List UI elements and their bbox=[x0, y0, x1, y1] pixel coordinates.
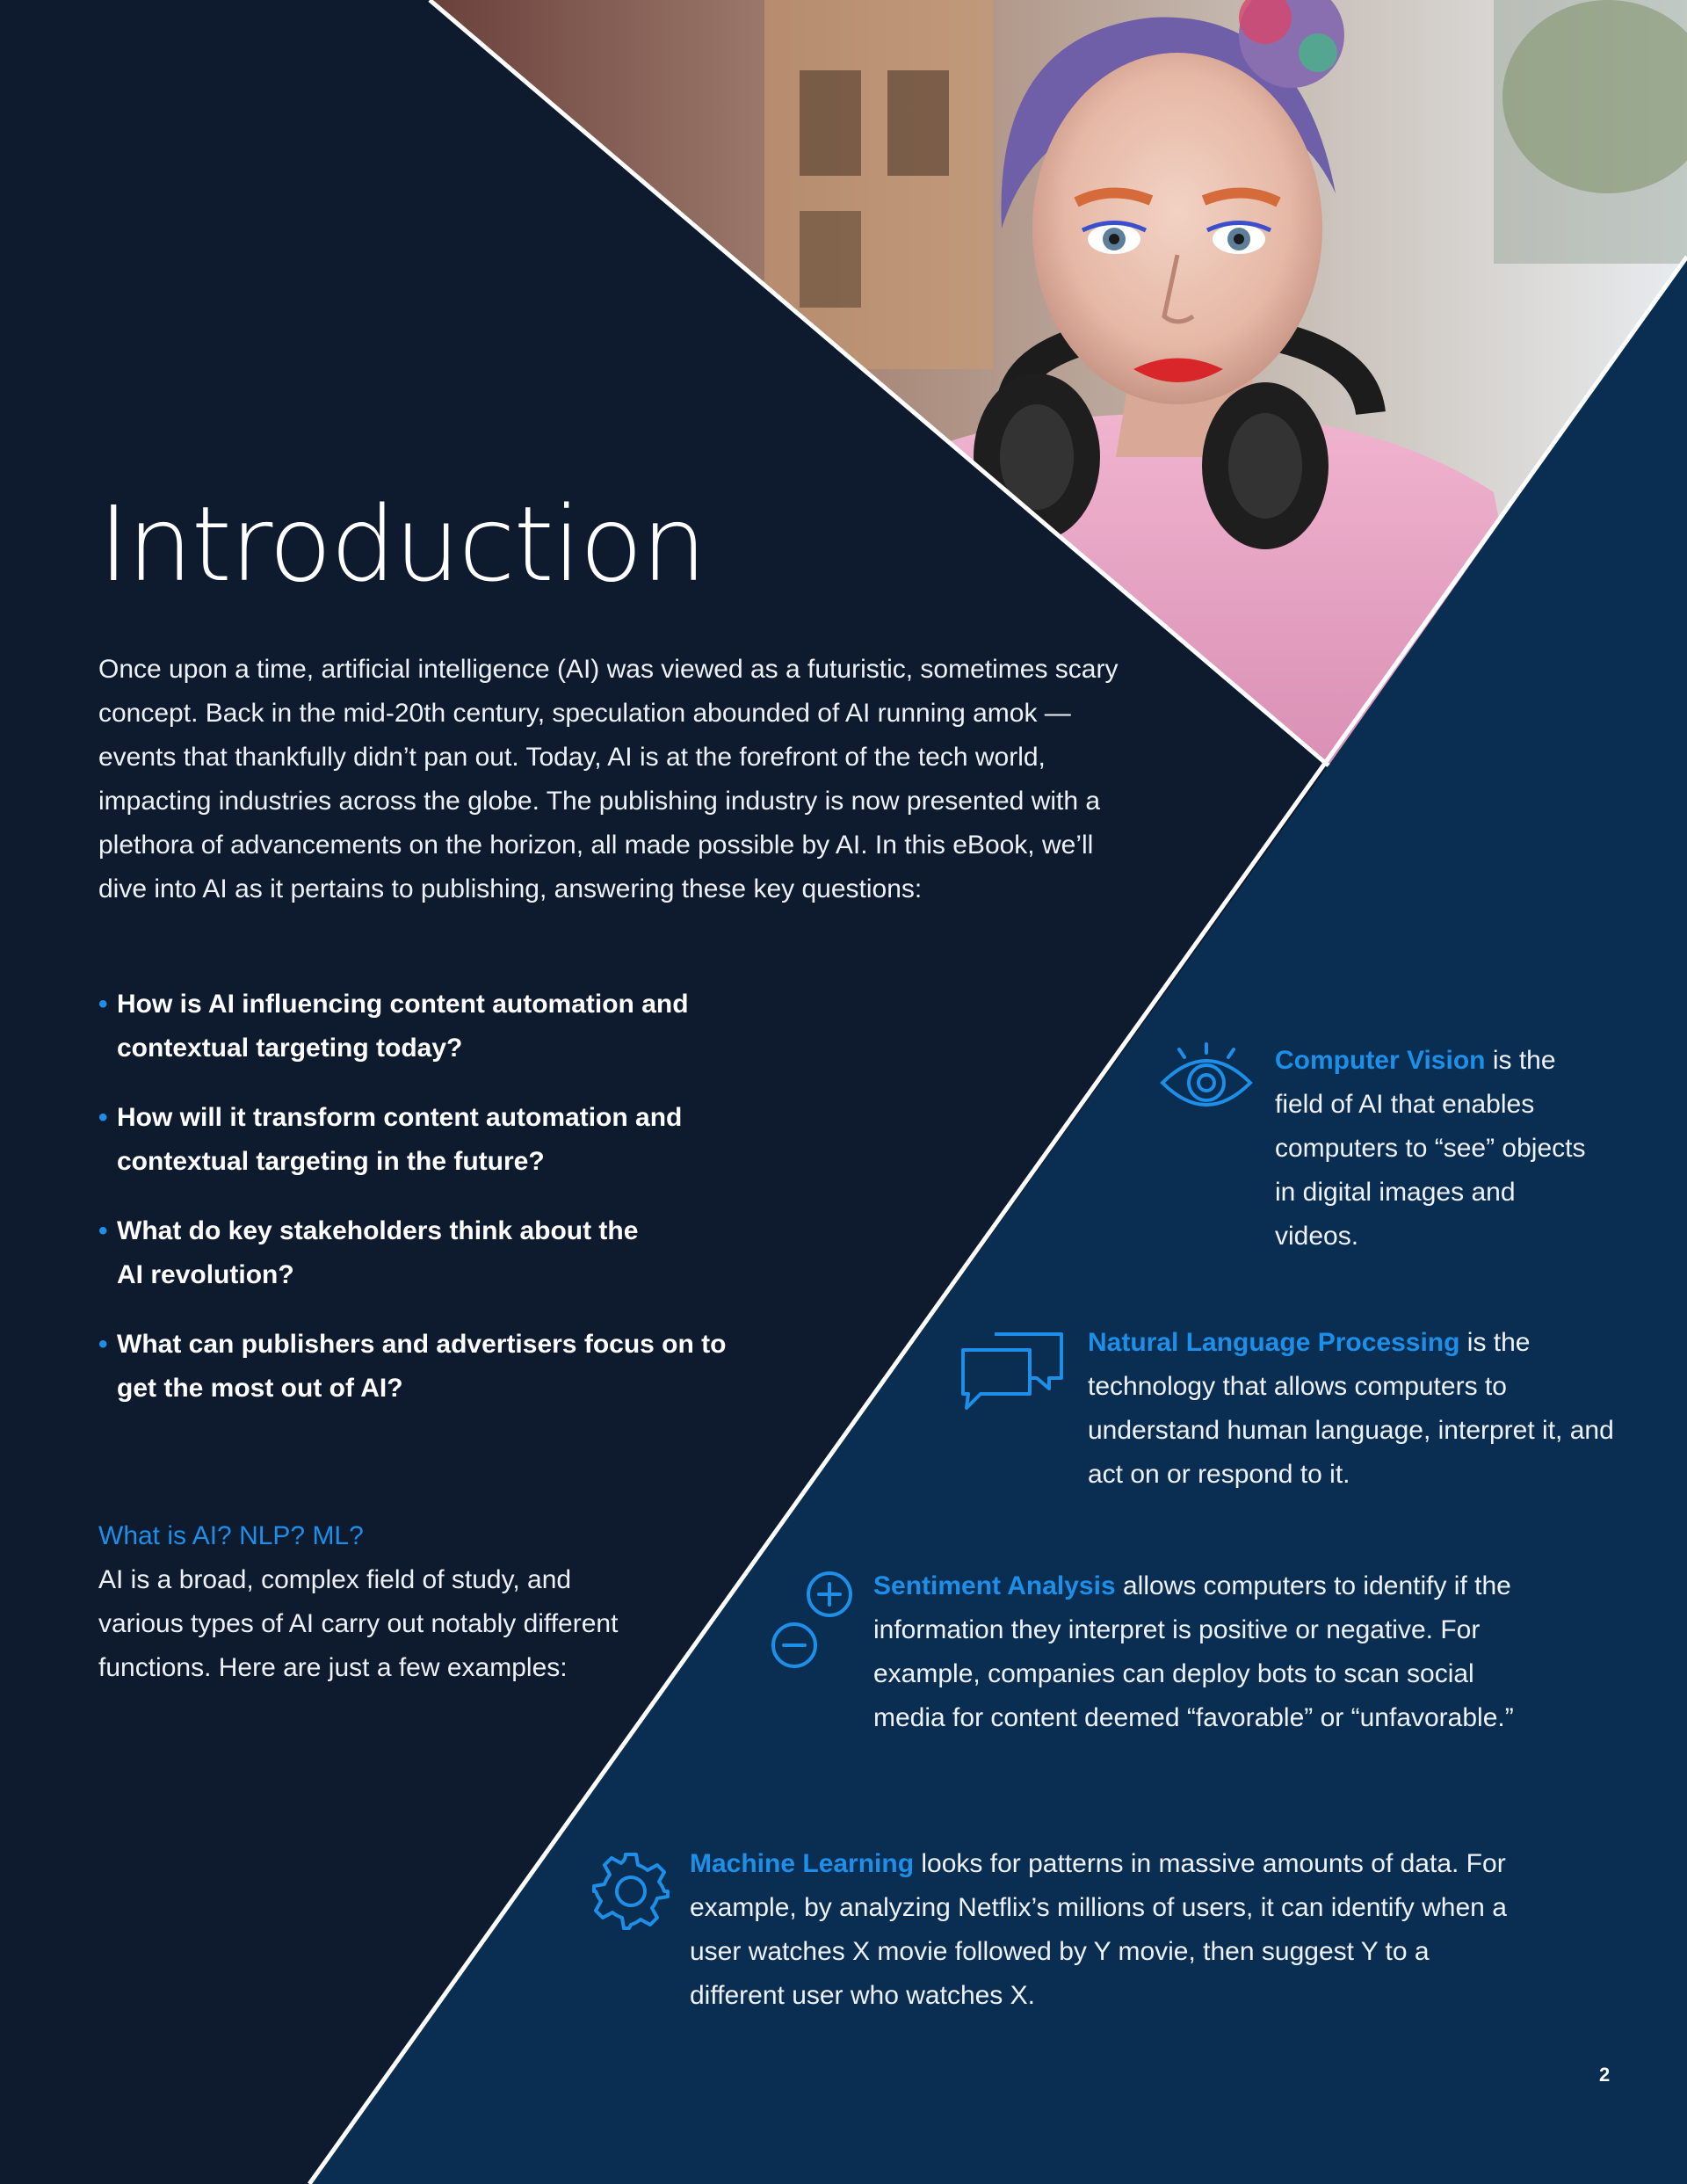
list-item: • How will it transform content automation and contextual targeting in the future? bbox=[98, 1096, 732, 1184]
page-title: Introduction bbox=[98, 483, 706, 605]
term-keyword: Natural Language Processing bbox=[1088, 1328, 1460, 1357]
term-keyword: Machine Learning bbox=[690, 1849, 915, 1878]
term-definition: allows computers to identify if the information they interpret is positive or negative. For example, companies can deploy bots to scan social media for content deemed “favorable” or “unfavorable.” bbox=[873, 1571, 1514, 1732]
term-definition: is the technology that allows computers to understand human language, interpret it, and act on or respond to it. bbox=[1088, 1328, 1614, 1489]
gear-icon bbox=[590, 1851, 671, 1932]
page-number: 2 bbox=[1599, 2064, 1611, 2086]
eye-icon bbox=[1158, 1041, 1255, 1113]
bullet-icon: • bbox=[98, 1216, 108, 1245]
list-item: • How is AI influencing content automation and contextual targeting today? bbox=[98, 983, 793, 1070]
section-heading: What is AI? NLP? ML? bbox=[98, 1521, 364, 1550]
bullet-icon: • bbox=[98, 1330, 108, 1359]
term-computer-vision bbox=[1275, 1039, 1600, 1259]
intro-paragraph: Once upon a time, artificial intelligence (AI) was viewed as a futuristic, sometimes scary concept. Back in the mid-20th century, speculation abounded of AI running amok — events that thankfully didn’t pan out. Today, AI is at the forefront of the tech world, impacting industries across the globe. The publishing industry is now presented with a plethora of advancements on the horizon, all made possible by AI. In this eBook, we’ll dive into AI as it pertains to publishing, answering these key questions: bbox=[98, 655, 1119, 903]
term-keyword: Sentiment Analysis bbox=[873, 1571, 1116, 1600]
key-questions-list bbox=[98, 983, 793, 1436]
term-machine-learning bbox=[690, 1842, 1524, 2018]
term-definition: looks for patterns in massive amounts of data. For example, by analyzing Netflix’s millions of users, it can identify when a user watches X movie followed by Y movie, then suggest Y to a different user who watches X. bbox=[690, 1849, 1507, 2010]
bullet-icon: • bbox=[98, 990, 108, 1019]
plus-minus-icon bbox=[768, 1570, 856, 1672]
chat-bubbles-icon bbox=[959, 1331, 1065, 1415]
section-paragraph: AI is a broad, complex field of study, and various types of AI carry out notably different functions. Here are just a few examples: bbox=[98, 1565, 619, 1682]
term-definition: is the field of AI that enables computers to “see” objects in digital images and videos. bbox=[1275, 1046, 1586, 1251]
list-item: • What can publishers and advertisers focus on to get the most out of AI? bbox=[98, 1323, 749, 1411]
list-item: • What do key stakeholders think about the AI revolution? bbox=[98, 1209, 644, 1297]
bullet-icon: • bbox=[98, 1103, 108, 1132]
term-nlp bbox=[1088, 1321, 1615, 1497]
term-sentiment-analysis bbox=[873, 1564, 1541, 1740]
term-keyword: Computer Vision bbox=[1275, 1046, 1486, 1075]
